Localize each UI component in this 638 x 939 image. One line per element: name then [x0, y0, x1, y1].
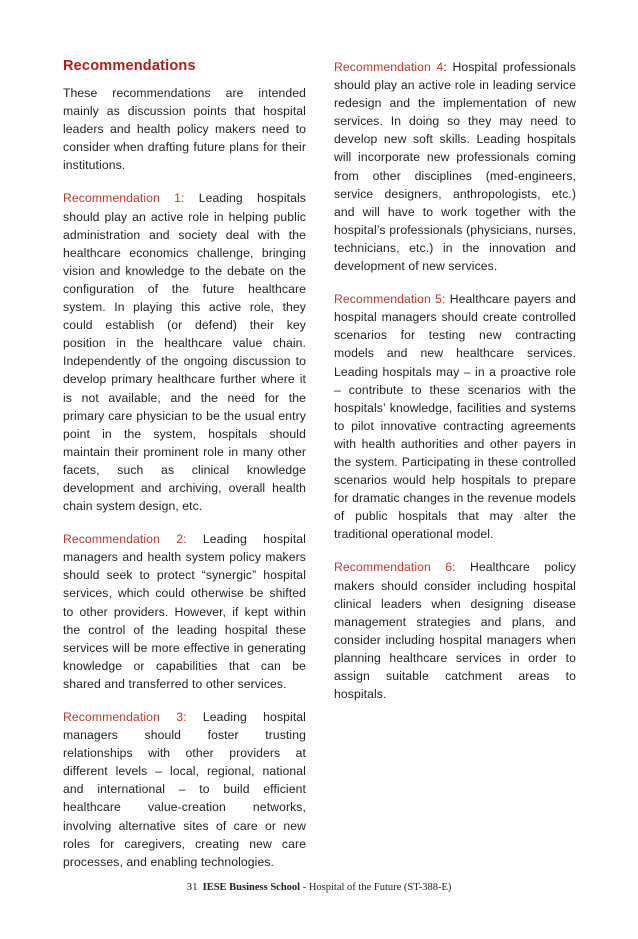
right-column: [334, 58, 576, 718]
footer-title: - Hospital of the Future (ST-388-E): [300, 882, 452, 893]
recommendation-5-text: Healthcare payers and hospital managers should create controlled scenarios for testing new contracting models and new healthcare services. Leading hospitals may – in a proactive role – contribute to these scenarios with the hospitals’ knowledge, facilities and systems to pilot innovative contracting agreements with health authorities and other payers in the system. Participating in these controlled scenarios would help hospitals to prepare for dramatic changes in the revenue models of public hospitals that may alter the traditional operational model.: [334, 292, 576, 542]
recommendation-4: [334, 58, 576, 275]
recommendation-4-label: Recommendation 4: [334, 60, 444, 74]
recommendation-2: [63, 530, 306, 693]
recommendation-6-label: Recommendation 6:: [334, 560, 456, 575]
page-footer: [0, 881, 638, 893]
footer-school: IESE Business School: [202, 882, 301, 893]
recommendation-2-label: Recommendation 2:: [63, 532, 187, 547]
recommendation-4-text: : Hospital professionals should play an active role in leading service redesign and the implementation of new services. In doing so they may need to develop new soft skills. Leading hospitals will incorporate new professionals coming from other disciplines (med-engineers, service designers, anthropologists, etc.) and will have to work together with the hospital’s professionals (physicians, nurses, technicians, etc.) in the innovation and development of new services.: [334, 60, 576, 274]
recommendation-5: [334, 290, 576, 543]
page-number: 31: [186, 881, 198, 893]
recommendation-1-label: Recommendation 1:: [63, 191, 185, 206]
recommendation-2-text: Leading hospital managers and health system policy makers should seek to protect “synergic” hospital services, which could otherwise be shifted to other providers. However, if kept within the control of the leading hospital these services will be more effective in generating knowledge or capabilities that can be shared and transferred to other services.: [63, 532, 306, 691]
recommendation-5-label: Recommendation 5:: [334, 292, 446, 307]
recommendation-6: [334, 558, 576, 703]
recommendation-3-text: Leading hospital managers should foster trusting relationships with other providers at different levels – local, regional, national and international – to build efficient healthcare value-creation networks, involving alternative sites of care or new roles for caregivers, creating new care processes, and enabling technologies.: [63, 710, 306, 869]
left-column: [63, 58, 306, 886]
recommendation-1-text: Leading hospitals should play an active role in helping public administration and society deal with the healthcare economics challenge, bringing vision and knowledge to the debate on the configuration of the future healthcare system. In playing this active role, they could establish (or defend) their key position in the healthcare value chain. Independently of the ongoing discussion to develop primary healthcare further where it is not available, and the need for the primary care physician to be the usual entry point in the system, hospitals should maintain their prominent role in many other facets, such as clinical knowledge development and archiving, overall health chain system design, etc.: [63, 191, 306, 514]
intro-paragraph: These recommendations are intended mainly as discussion points that hospital leaders and health policy makers need to consider when drafting future plans for their institutions.: [63, 86, 306, 173]
recommendation-3-label: Recommendation 3:: [63, 710, 187, 724]
section-heading: Recommendations: [63, 58, 196, 74]
recommendation-1: [63, 189, 306, 515]
recommendation-3: [63, 708, 306, 871]
recommendation-6-text: Healthcare policy makers should consider including hospital clinical leaders when designing disease management strategies and plans, and consider including hospital managers when planning healthcare services in order to assign suitable catchment areas to hospitals.: [334, 560, 576, 702]
